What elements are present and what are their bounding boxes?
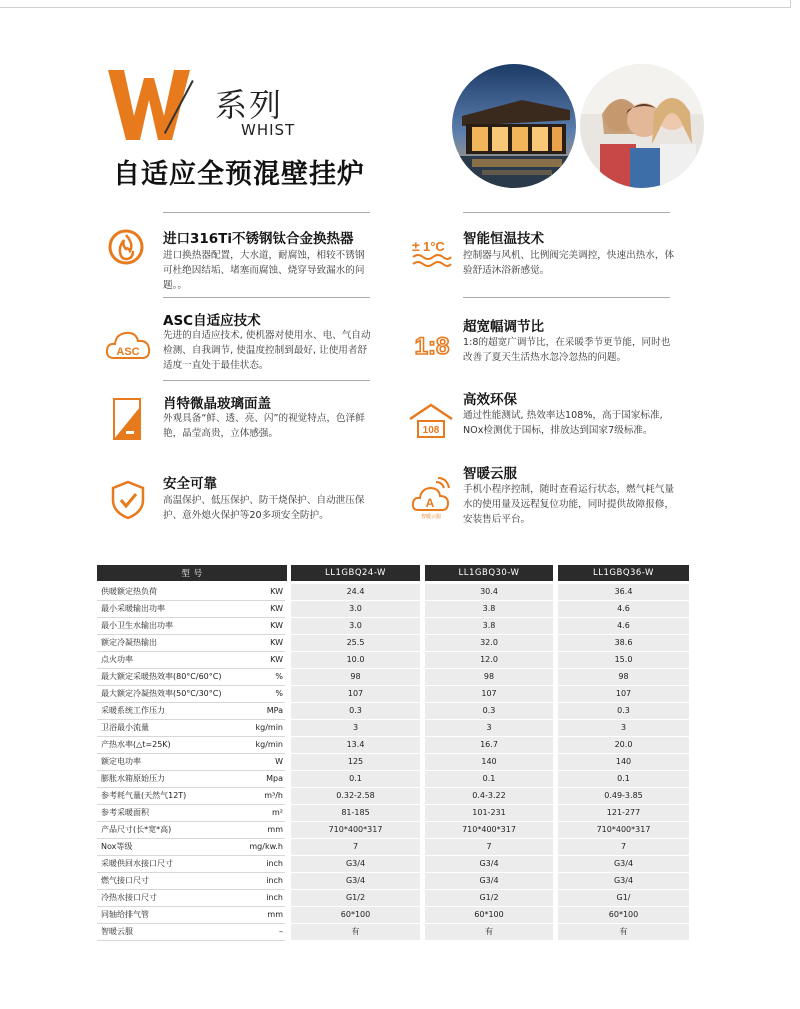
row-value: 10.0	[346, 655, 365, 664]
row-label: 最小采暖输出功率	[101, 604, 165, 613]
series-english-label: WHIST	[241, 121, 296, 139]
row-value: 60*100	[340, 910, 371, 919]
feature-desc: 1:8的超宽广调节比，在采暖季节更节能，同时也改善了夏天生活热水忽冷忽热的问题。	[463, 337, 671, 363]
table-header-model-3: LL1GBQ36-W	[558, 565, 689, 581]
row-value: G3/4	[613, 859, 634, 868]
flame-shield-icon	[106, 227, 146, 267]
smart-cloud-icon	[410, 476, 452, 520]
top-border-line	[0, 7, 790, 8]
row-value: 16.7	[480, 740, 498, 749]
temperature-icon	[410, 235, 452, 269]
row-unit: KW	[270, 621, 283, 630]
page-title: 自适应全预混壁挂炉	[113, 159, 365, 190]
row-value: G1/2	[345, 893, 366, 902]
row-value: 7	[486, 842, 492, 851]
row-label: 最大额定采暖热效率(80°C/60°C)	[101, 672, 222, 681]
svg-text:±: ±	[412, 238, 420, 254]
row-unit: %	[275, 689, 283, 698]
row-value: G3/4	[613, 876, 634, 885]
row-value: 3	[352, 723, 359, 732]
row-value: G3/4	[345, 876, 366, 885]
row-unit: kg/min	[255, 723, 283, 732]
row-unit: inch	[266, 859, 283, 868]
row-value: G1/2	[479, 893, 499, 902]
row-value: 3	[486, 723, 492, 732]
table-row	[97, 601, 689, 618]
row-unit: inch	[266, 893, 283, 902]
row-value: 107	[347, 689, 364, 698]
feature-title: 智能恒温技术	[463, 231, 544, 247]
row-label: 点火功率	[101, 655, 133, 664]
table-row	[97, 907, 689, 924]
row-unit: W	[275, 757, 283, 766]
row-value: 32.0	[480, 638, 498, 647]
row-unit: kg/min	[255, 740, 283, 749]
feature-title: 安全可靠	[163, 476, 217, 492]
row-unit: mg/kw.h	[249, 842, 283, 851]
row-unit: mm	[267, 910, 283, 919]
row-unit: Mpa	[266, 774, 283, 783]
row-label: 产品尺寸(长*宽*高)	[101, 825, 172, 834]
feature-title: 超宽幅调节比	[463, 319, 544, 335]
row-value: 0.32-2.58	[336, 791, 375, 800]
feature-desc: 通过性能测试, 热效率达108%，高于国家标准, NOx检测优于国标，排放达到国家7级标准。	[463, 410, 663, 436]
table-header-model: 型 号	[97, 565, 287, 581]
row-label: 参考耗气量(天然气12T)	[101, 791, 187, 800]
row-value: 30.4	[480, 587, 498, 596]
row-value: 107	[481, 689, 497, 698]
feature-desc: 先进的自适应技术, 使机器对使用水、电、气自动检测、自我调节, 使温度控制到最好, 让使用者舒适度一直处于最佳状态。	[163, 330, 371, 371]
row-value: 24.4	[346, 587, 365, 596]
row-label: 燃气接口尺寸	[101, 876, 149, 885]
row-value: 0.4-3.22	[472, 791, 506, 800]
row-value: 98	[618, 672, 629, 681]
row-value: 15.0	[614, 655, 633, 664]
row-value: 7	[620, 842, 627, 851]
row-label: Nox等级	[101, 842, 133, 851]
row-unit: KW	[270, 638, 283, 647]
row-unit: inch	[266, 876, 283, 885]
svg-text:智暖云服: 智暖云服	[420, 514, 442, 520]
row-value: 98	[483, 672, 495, 681]
row-unit: m²	[272, 808, 283, 817]
feature-desc: 外观具备“鲜、透、亮、闪”的视觉特点，色泽鲜艳，晶莹高贵，立体感强。	[163, 413, 365, 439]
row-value: 0.3	[482, 706, 496, 715]
table-row	[97, 584, 689, 601]
row-value: 25.5	[346, 638, 365, 647]
row-label: 产热水率(△t=25K)	[101, 740, 171, 749]
row-label: 额定电功率	[101, 757, 141, 766]
row-value: 3.8	[482, 604, 496, 613]
table-row	[97, 890, 689, 907]
table-header-model-2: LL1GBQ30-W	[425, 565, 553, 581]
row-unit: m³/h	[264, 791, 283, 800]
table-row	[97, 652, 689, 669]
feature-title: ASC自适应技术	[163, 313, 261, 329]
table-row	[97, 669, 689, 686]
row-value: 710*400*317	[596, 825, 651, 834]
row-value: 0.1	[349, 774, 362, 783]
feature-desc: 手机小程序控制，随时查看运行状态，燃气耗气量水的使用量及远程复位功能，同时提供故障报修，安装售后平台。	[463, 484, 675, 525]
row-value: 4.6	[617, 604, 630, 613]
row-label: 供暖额定热负荷	[101, 587, 157, 596]
table-row	[97, 873, 689, 890]
row-value: G3/4	[479, 876, 499, 885]
row-value: 140	[481, 757, 497, 766]
corner-border-line	[790, 0, 791, 8]
row-value: G1/	[616, 893, 631, 902]
row-value: G3/4	[345, 859, 366, 868]
feature-title: 肖特微晶玻璃面盖	[163, 396, 271, 412]
row-label: 最小卫生水输出功率	[101, 621, 173, 630]
row-label: 同轴给排气管	[101, 910, 149, 919]
row-value: 4.6	[617, 621, 630, 630]
table-row	[97, 686, 689, 703]
svg-text:A: A	[425, 496, 435, 510]
row-unit: MPa	[266, 706, 283, 715]
row-value: 3.8	[482, 621, 496, 630]
row-value: 3.0	[349, 604, 362, 613]
feature-title: 智暖云服	[463, 466, 517, 482]
table-row	[97, 805, 689, 822]
table-row	[97, 703, 689, 720]
asc-cloud-icon	[104, 328, 152, 362]
row-value: 107	[615, 689, 632, 698]
feature-title: 进口316Ti不锈钢钛合金换热器	[163, 231, 354, 247]
row-value: 125	[347, 757, 364, 766]
table-row	[97, 924, 689, 941]
row-value: 0.1	[617, 774, 630, 783]
row-value: 710*400*317	[462, 825, 516, 834]
row-value: 3.0	[349, 621, 362, 630]
table-row	[97, 839, 689, 856]
row-label: 采暖供回水接口尺寸	[101, 859, 173, 868]
row-value: G3/4	[479, 859, 499, 868]
ratio-icon	[408, 330, 456, 360]
row-value: 3	[620, 723, 627, 732]
row-unit: KW	[270, 587, 283, 596]
row-value: 38.6	[614, 638, 633, 647]
row-label: 最大额定冷凝热效率(50°C/30°C)	[101, 689, 222, 698]
svg-text:1°C: 1°C	[423, 239, 445, 254]
row-value: 36.4	[614, 587, 633, 596]
row-value: 7	[352, 842, 359, 851]
row-label: 卫浴最小流量	[101, 723, 149, 732]
feature-desc: 控制器与风机、比例阀完美调控，快速出热水，体验舒适沐浴新感觉。	[463, 250, 675, 276]
row-label: 采暖系统工作压力	[101, 706, 165, 715]
row-value: 13.4	[346, 740, 365, 749]
row-value: 60*100	[608, 910, 639, 919]
svg-text:ASC: ASC	[116, 346, 140, 358]
row-unit: KW	[270, 655, 283, 664]
row-value: 0.1	[482, 774, 496, 783]
house-108-icon	[406, 403, 456, 439]
feature-title: 高效环保	[463, 392, 517, 408]
table-header-model-1: LL1GBQ24-W	[291, 565, 420, 581]
row-label: 参考采暖面积	[101, 808, 149, 817]
row-label: 冷热水接口尺寸	[101, 893, 157, 902]
table-row	[97, 771, 689, 788]
table-row	[97, 856, 689, 873]
series-label: 系列	[215, 86, 284, 124]
row-unit: –	[279, 927, 283, 936]
row-value: 60*100	[474, 910, 504, 919]
row-value: 12.0	[480, 655, 498, 664]
family-photo	[580, 64, 704, 188]
row-value: 0.3	[617, 706, 630, 715]
glass-panel-icon	[112, 397, 142, 441]
table-row	[97, 635, 689, 652]
feature-desc: 高温保护、低压保护、防干烧保护、自动泄压保护、意外熄火保护等20多项安全防护。	[163, 495, 365, 521]
table-row	[97, 618, 689, 635]
row-value: 81-185	[341, 808, 370, 817]
row-unit: %	[275, 672, 283, 681]
table-row	[97, 754, 689, 771]
row-value: 有	[619, 927, 628, 936]
row-unit: KW	[270, 604, 283, 613]
row-value: 710*400*317	[328, 825, 383, 834]
row-value: 98	[350, 672, 361, 681]
svg-text:108: 108	[422, 425, 440, 436]
row-value: 101-231	[472, 808, 506, 817]
row-label: 额定冷凝热输出	[101, 638, 157, 647]
table-row	[97, 720, 689, 737]
table-row	[97, 822, 689, 839]
row-value: 有	[351, 927, 360, 936]
check-shield-icon	[110, 480, 146, 520]
feature-desc: 进口换热器配置，大水道，耐腐蚀，相较不锈钢可杜绝因结垢、堵塞而腐蚀、烧穿导致漏水的问题。。	[163, 250, 365, 291]
table-row	[97, 737, 689, 754]
row-unit: mm	[267, 825, 283, 834]
row-value: 有	[485, 927, 493, 936]
row-value: 0.49-3.85	[604, 791, 643, 800]
row-value: 121-277	[606, 808, 641, 817]
table-row	[97, 788, 689, 805]
row-value: 0.3	[349, 706, 362, 715]
svg-text:1:8: 1:8	[414, 333, 450, 360]
row-value: 20.0	[614, 740, 633, 749]
row-label: 智暖云服	[101, 927, 133, 936]
row-divider	[97, 940, 285, 941]
row-value: 140	[615, 757, 632, 766]
house-photo	[452, 64, 576, 188]
row-label: 膨胀水箱原始压力	[101, 774, 165, 783]
